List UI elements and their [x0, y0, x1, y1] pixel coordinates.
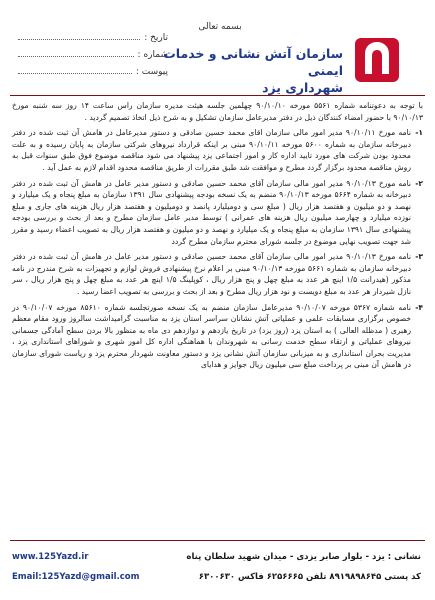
municipality-name: شهرداری یزد: [262, 79, 343, 95]
number-label: شماره :: [137, 50, 168, 60]
footer-divider: [10, 540, 425, 541]
item-number: ۴-: [415, 302, 423, 312]
footer-web-info: [12, 547, 162, 587]
attachment-label: پیوست :: [135, 67, 168, 77]
number-row: [18, 47, 168, 64]
attachment-row: [18, 64, 168, 81]
organization-title: [153, 46, 343, 97]
date-row: [18, 30, 168, 47]
letter-body: [12, 100, 423, 536]
address-text: نشانی : یزد - بلوار صابر یزدی - میدان شهید سلطان پناه: [186, 552, 421, 562]
item-text: نامه مورخ ۹۰/۱۰/۱۱ مدیر امور مالی سازمان اقای محمد حسین صادقی و دستور مدیرعامل در هامش آن ثبت شده در دفتر دبیرخانه سازمان به شماره ۵۶۰۰ مورخه ۹۰/۱۰/۱۱ مبنی بر اینکه قرارداد نیروهای شرکتی سازمان به پایان رسیده و به علت محدود بودن شرکت های مورد تایید اداره کار و امور اجتماعی یزد پیشنهاد می شود مناقصه موضوع فوق طبق سنوات قبل به روش مناقصه محدود برگزار گردد مطرح و موافقت شد طبق مقررات از طریق مناقصه محدود اقدام لازم به عمل آید .: [12, 128, 412, 172]
organization-name: سازمان آتش نشانی و خدمات ایمنی: [163, 46, 343, 78]
website-link[interactable]: www.125Yazd.ir: [12, 552, 89, 562]
intro-paragraph: با توجه به دعوتنامه شماره ۵۵۶۱ مورخه ۹۰/۱۰/۱۰ چهلمین جلسه هیئت مدیره سازمان راس ساعت ۱۴ روز سه شنبه مورخ ۹۰/۱۰/۱۳ با حضور امضاء کنندگان ذیل در دفتر مدیرعامل سازمان تشکیل و به شرح ذیل اتخاذ تصمیم گردید .: [12, 101, 423, 122]
fire-department-logo-icon: [349, 30, 405, 86]
item-number: ۲-: [415, 178, 423, 188]
resolution-item: [12, 251, 423, 297]
item-text: نامه مورخ ۹۰/۱۰/۱۳ مدیر امور مالی سازمان آقای محمد حسین صادقی و دستور مدیر عامل در هامش آن ثبت شده در دفتر دبیرخانه سازمان به شماره ۵۶۶۱ مورخه ۹۰/۱۰/۱۳ مبنی بر اعلام نرخ پیشنهادی فروش لوازم و تجهیزات به شرح مندرج در نامه مذکور (هیدرانت ۱/۵ اینچ هر عدد به مبلغ چهل و پنج هزار ریال ، کوپلینگ ۱/۵ اینچ هر عدد به مبلغ چهل و پنج هزار ریال ، سر نازل شیردار هر عدد به مبلغ دویست و نود هزار ریال مطرح و بعد از بحث و بررسی به تصویب اعضا رسید .: [12, 252, 412, 296]
date-label: تاریخ :: [144, 33, 168, 43]
resolution-item: [12, 302, 423, 372]
email-link[interactable]: Email:125Yazd@gmail.com: [12, 572, 140, 582]
number-field: [18, 47, 134, 57]
item-number: ۳-: [415, 252, 423, 262]
resolution-item: [12, 127, 423, 173]
date-field: [18, 30, 140, 40]
item-number: ۱-: [415, 128, 423, 138]
attachment-field: [18, 64, 132, 74]
letter-meta: [18, 30, 168, 81]
header-divider: [10, 95, 425, 96]
bismillah-heading: بسمه تعالی: [198, 22, 242, 32]
item-text: نامه شماره ۵۳۶۷ مورخه ۹۰/۱۰/۰۷ مدیرعامل سازمان منضم به یک نسخه صورتجلسه شماره ۸۵۶۱۰ مورخه ۹۰/۱۰/۰۷ در خصوص برگزاری مسابقات علمی و عملیاتی آتش نشانان سراسر استان یزد به مناسبت گرامیداشت سالروز ورود مقام معظم رهبری ( مدظله العالی ) به استان یزد (روز یزد) در تاریخ یازدهم و دوازدهم دی ماه به منظور بالا بردن سطح آمادگی جسمانی نیروهای عملیاتی و ارتقاء سطح خدمت رسانی به شهروندان با هماهنگی اداره کل امور شهری و شوراهای استانداری یزد ، مدیریت بحران استانداری و به میزبانی سازمان آتش نشانی یزد و دستور معاونت شهردار محترم یزد و ریاست شورای سازمان در هامش آن مبنی بر پرداخت مبلغ سی میلیون ریال جوایز و هدایای: [12, 302, 411, 370]
footer-address-info: [151, 547, 421, 587]
item-text: نامه مورخ ۹۰/۱۰/۱۳ مدیر امور مالی سازمان آقای محمد حسین صادقی و دستور مدیر عامل در هامش آن ثبت شده در دفتر دبیرخانه به شماره ۵۶۶۴ مورخه ۹۰/۱۰/۱۳ منضم به یک نسخه بودجه پیشنهادی سال ۱۳۹۱ سازمان به مبلغ پنجاه و یک میلیارد و نهصد و دو میلیون و هفتصد هزار ریال ( مبلغ سی و دومیلیارد پانصد و دومیلیون و هفتصد هزار ریال هزینه های جاری و مبلغ نوزده میلیارد و چهارصد میلیون ریال هزینه های عمرانی ) توسط مدیر عامل سازمان مطرح و بعد از بحث و بررسی بودجه پیشنهادی سال ۱۳۹۱ سازمان به مبلغ پنجاه و یک میلیارد و نهصد و دو میلیون و هفتصد هزار ریال به تصویب اعضاء رسید و مقرر شد جهت تصویب نهایی موضوع در جلسه شورای محترم سازمان مطرح گردد: [12, 178, 412, 246]
resolution-item: [12, 178, 423, 248]
contact-text: کد پستی ۸۹۱۹۸۹۸۶۴۵ تلفن ۶۲۵۶۶۶۵ فاکس ۶۳۰۰۶۳۰: [198, 572, 421, 582]
